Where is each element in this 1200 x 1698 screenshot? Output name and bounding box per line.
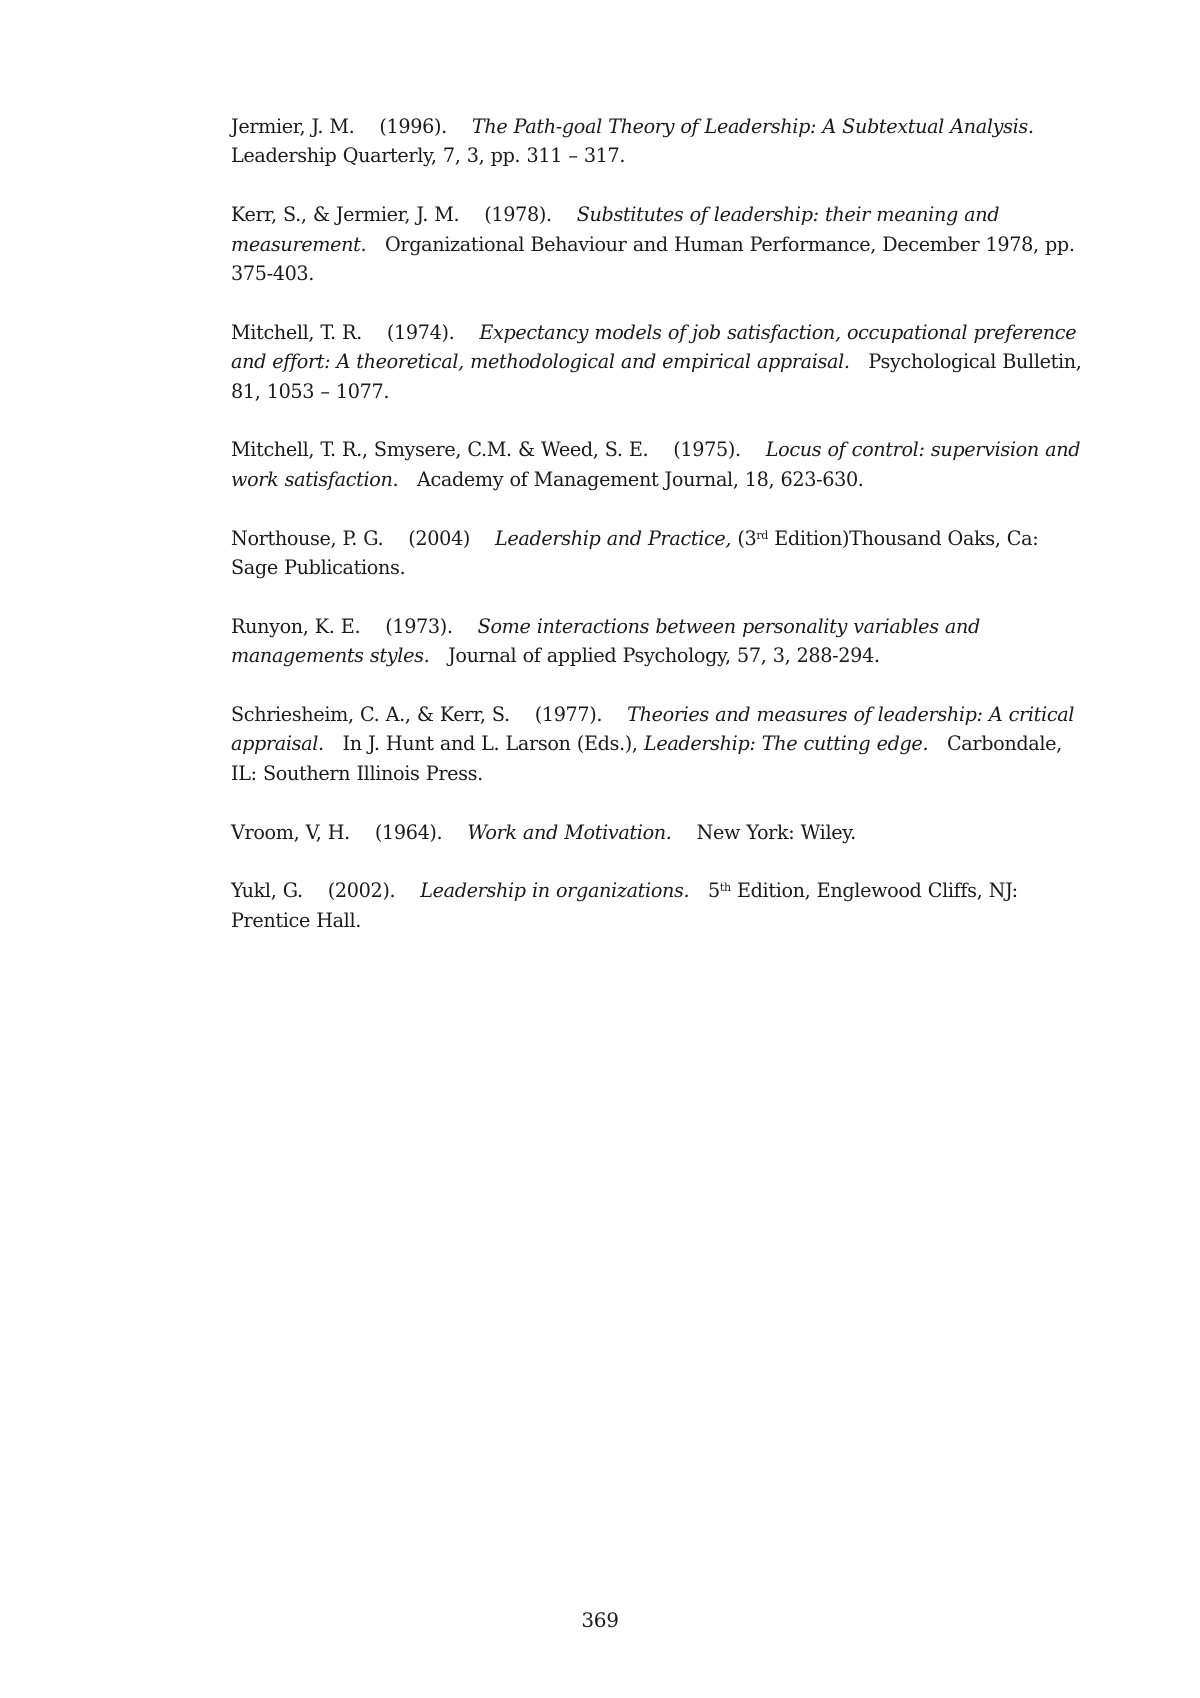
- ref-book-title: Leadership: The cutting edge.: [643, 732, 929, 756]
- ref-year: (1996).: [379, 115, 447, 138]
- reference-entry: [231, 876, 1091, 935]
- ref-publisher: Carbondale, IL: Southern Illinois Press.: [231, 732, 1062, 785]
- ref-authors: Kerr, S., & Jermier, J. M.: [231, 203, 460, 227]
- ref-title: Work and Motivation.: [467, 820, 672, 844]
- ref-title: Substitutes of leadership: their meaning and measurement.: [231, 203, 1000, 256]
- ref-year: (2002).: [327, 879, 396, 903]
- ref-source: Academy of Management Journal, 18, 623-630.: [416, 467, 864, 491]
- ref-title: Leadership and Practice,: [494, 526, 732, 550]
- ref-authors: Runyon, K. E.: [231, 614, 361, 638]
- ref-edition-suffix: th: [719, 881, 731, 895]
- reference-entry: [231, 612, 1091, 671]
- reference-entry: [231, 435, 1091, 494]
- ref-edition-suffix: rd: [756, 528, 768, 542]
- ref-source: Psychological Bulletin, 81, 1053 – 1077.: [231, 350, 1082, 403]
- ref-authors: Northouse, P. G.: [231, 526, 384, 550]
- ref-year: (2004): [408, 526, 470, 550]
- ref-authors: Vroom, V, H.: [231, 820, 350, 844]
- ref-year: (1974).: [386, 320, 455, 344]
- ref-authors: Schriesheim, C. A., & Kerr, S.: [231, 703, 510, 727]
- ref-authors: Mitchell, T. R.: [231, 320, 362, 344]
- ref-year: (1973).: [385, 614, 453, 638]
- ref-source: Journal of applied Psychology, 57, 3, 288-294.: [448, 644, 880, 668]
- ref-title: The Path-goal Theory of Leadership: A Subtextual Analysis.: [471, 115, 1034, 138]
- ref-title: Some interactions between personality variables and managements styles.: [231, 614, 980, 668]
- ref-title: Locus of control: supervision and work satisfaction.: [231, 438, 1081, 491]
- ref-source: In J. Hunt and L. Larson (Eds.),: [342, 732, 638, 756]
- ref-source: New York: Wiley.: [696, 820, 856, 844]
- ref-year: (1975).: [673, 438, 741, 462]
- ref-edition: (3: [737, 526, 757, 550]
- ref-authors: Mitchell, T. R., Smysere, C.M. & Weed, S. E.: [231, 438, 649, 462]
- ref-title: Theories and measures of leadership: A critical appraisal.: [231, 703, 1075, 756]
- ref-year: (1964).: [374, 820, 443, 844]
- reference-entry: [231, 818, 1091, 847]
- reference-entry: [231, 112, 1091, 171]
- ref-source: Edition, Englewood Cliffs, NJ: Prentice Hall.: [231, 879, 1018, 932]
- ref-authors: Yukl, G.: [231, 879, 303, 903]
- reference-entry: [231, 200, 1091, 288]
- ref-title: Expectancy models of job satisfaction, occupational preference and effort: A theoretical, methodological and empirical appraisal.: [231, 320, 1077, 374]
- ref-year: (1977).: [534, 703, 603, 727]
- reference-entry: [231, 318, 1091, 406]
- ref-source: Edition)Thousand Oaks, Ca: Sage Publications.: [231, 526, 1039, 580]
- ref-source: Leadership Quarterly, 7, 3, pp. 311 – 317.: [231, 144, 626, 168]
- ref-title: Leadership in organizations.: [420, 879, 690, 903]
- reference-entry: [231, 700, 1091, 788]
- ref-year: (1978).: [484, 203, 552, 227]
- ref-edition: 5: [708, 879, 720, 903]
- page-number: 369: [581, 1608, 619, 1632]
- ref-source: Organizational Behaviour and Human Performance, December 1978, pp. 375-403.: [231, 232, 1075, 286]
- ref-authors: Jermier, J. M.: [231, 115, 355, 138]
- reference-entry: [231, 524, 1091, 583]
- reference-list: [231, 112, 1091, 935]
